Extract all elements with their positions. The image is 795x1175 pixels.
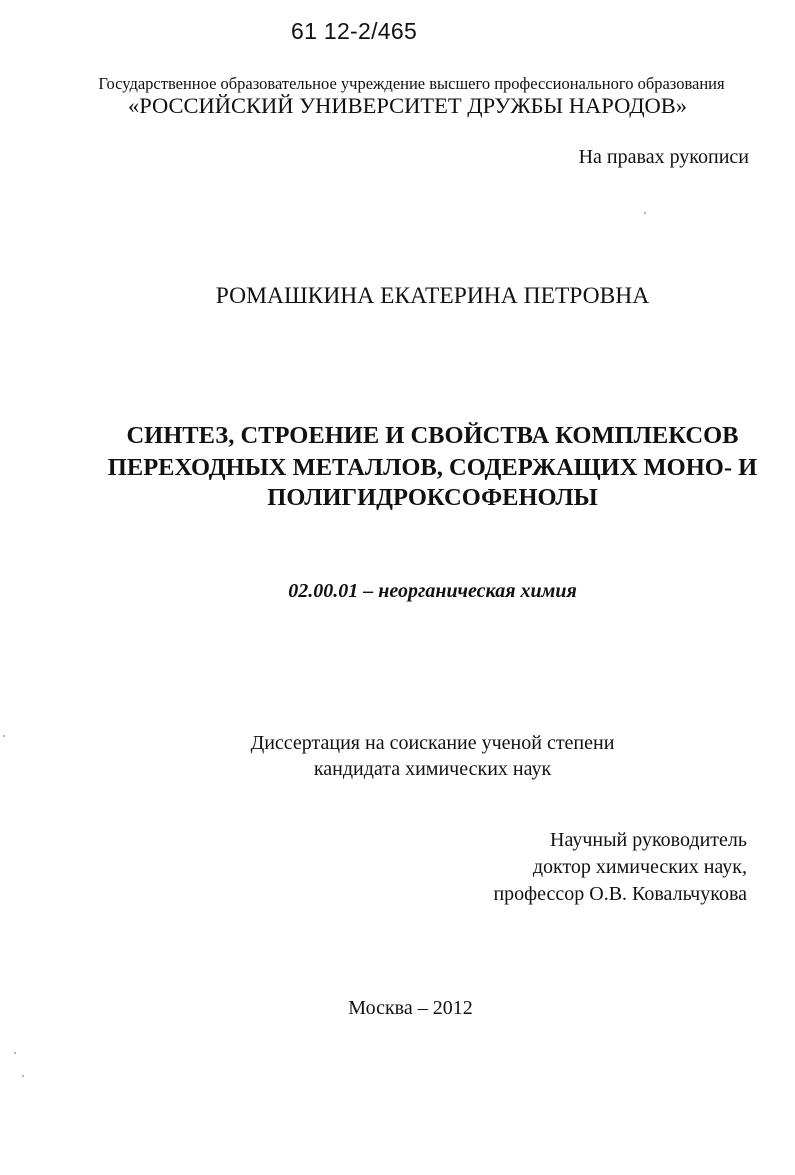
supervisor-line: профессор О.В. Ковальчукова [493,883,747,905]
scan-speck [14,1052,16,1054]
thesis-title-line: ПЕРЕХОДНЫХ МЕТАЛЛОВ, СОДЕРЖАЩИХ МОНО- И [107,454,758,481]
thesis-title-line: ПОЛИГИДРОКСОФЕНОЛЫ [267,484,598,511]
scan-speck [3,735,5,737]
dissertation-degree-line: Диссертация на соискание ученой степени [250,732,615,754]
author-name: РОМАШКИНА ЕКАТЕРИНА ПЕТРОВНА [215,283,650,309]
institution-name: «РОССИЙСКИЙ УНИВЕРСИТЕТ ДРУЖБЫ НАРОДОВ» [127,93,688,118]
institution-type: Государственное образовательное учреждение высшего профессионального образования [98,74,725,93]
city-year: Москва – 2012 [348,997,473,1019]
specialty-code: 02.00.01 – неорганическая химия [288,580,577,602]
supervisor-line: доктор химических наук, [532,856,747,878]
catalog-number: 61 12-2/465 [291,18,418,44]
dissertation-degree-line: кандидата химических наук [313,758,552,780]
supervisor-line: Научный руководитель [550,829,747,851]
thesis-title-line: СИНТЕЗ, СТРОЕНИЕ И СВОЙСТВА КОМПЛЕКСОВ [126,422,739,449]
manuscript-rights-note: На правах рукописи [578,146,749,168]
scan-speck [644,212,646,214]
scan-speck [22,1075,24,1077]
